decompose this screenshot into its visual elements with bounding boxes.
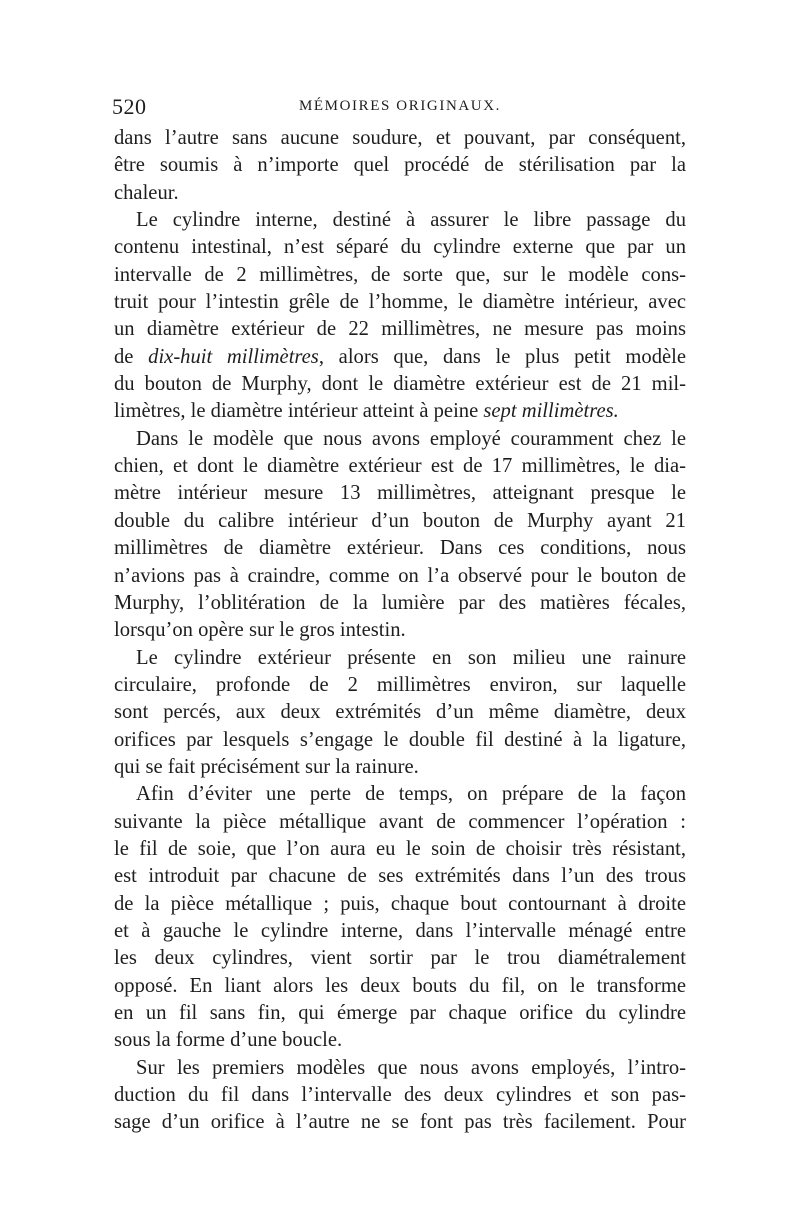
text-line: double du calibre intérieur d’un bouton de Murphy ayant 21 xyxy=(114,509,686,532)
text-line: sont percés, aux deux extrémités d’un même diamètre, deux xyxy=(114,701,686,724)
page-number: 520 xyxy=(112,94,147,119)
text-line: et à gauche le cylindre interne, dans l’intervalle ménagé entre xyxy=(114,919,686,942)
paragraph xyxy=(114,125,686,207)
text-line: circulaire, profonde de 2 millimètres environ, sur laquelle xyxy=(114,673,686,696)
text-line: en un fil sans fin, qui émerge par chaque orifice du cylindre xyxy=(114,1002,686,1024)
text-line xyxy=(114,344,686,371)
text-line: Le cylindre interne, destiné à assurer le libre passage du xyxy=(136,209,686,232)
text-line: sous la forme d’une boucle. xyxy=(114,1029,343,1052)
text-segment: limètres, le diamètre intérieur atteint à peine xyxy=(114,400,484,423)
text-line: suivante la pièce métallique avant de commencer l’opération : xyxy=(114,810,686,833)
text-line: opposé. En liant alors les deux bouts du fil, on le transforme xyxy=(114,974,686,997)
text-line: Murphy, l’oblitération de la lumière par des matières fécales, xyxy=(114,591,686,614)
text-line: mètre intérieur mesure 13 millimètres, atteignant presque le xyxy=(114,482,686,505)
paragraph xyxy=(114,207,686,426)
body-text xyxy=(114,125,686,1137)
text-line: lorsqu’on opère sur le gros intestin. xyxy=(114,619,406,642)
text-line: contenu intestinal, n’est séparé du cylindre externe que par un xyxy=(114,236,686,259)
paragraph xyxy=(114,1055,686,1137)
text-line: n’avions pas à craindre, comme on l’a observé pour le bouton de xyxy=(114,564,686,587)
text-line: truit pour l’intestin grêle de l’homme, le diamètre intérieur, avec xyxy=(114,291,686,314)
text-line: de la pièce métallique ; puis, chaque bout contournant à droite xyxy=(114,892,686,915)
paragraph xyxy=(114,781,686,1054)
text-line: être soumis à n’importe quel procédé de stérilisation par la xyxy=(114,154,686,177)
text-line: duction du fil dans l’intervalle des deux cylindres et son pas- xyxy=(114,1084,686,1107)
text-line: Sur les premiers modèles que nous avons employés, l’intro- xyxy=(136,1056,686,1079)
paragraph xyxy=(114,426,686,645)
running-head: MÉMOIRES ORIGINAUX. xyxy=(298,98,502,114)
text-segment: de xyxy=(114,345,149,368)
text-line: Le cylindre extérieur présente en son milieu une rainure xyxy=(136,646,686,669)
text-line: sage d’un orifice à l’autre ne se font pas très facilement. Pour xyxy=(114,1111,686,1134)
text-line: dans l’autre sans aucune soudure, et pouvant, par conséquent, xyxy=(114,127,686,149)
text-line: un diamètre extérieur de 22 millimètres, ne mesure pas moins xyxy=(114,318,686,341)
text-line xyxy=(114,398,686,425)
text-line: chaleur. xyxy=(114,181,179,204)
text-line: qui se fait précisément sur la rainure. xyxy=(114,755,419,778)
text-line: est introduit par chacune de ses extrémités dans l’un des trous xyxy=(114,865,686,888)
page-header xyxy=(112,94,688,122)
text-line: les deux cylindres, vient sortir par le trou diamétralement xyxy=(114,947,686,970)
text-line: Afin d’éviter une perte de temps, on prépare de la façon xyxy=(136,783,686,806)
text-line: orifices par lesquels s’engage le double fil destiné à la ligature, xyxy=(114,728,686,751)
text-line: intervalle de 2 millimètres, de sorte que, sur le modèle cons- xyxy=(114,263,686,286)
italic-phrase: dix-huit millimètres xyxy=(148,345,319,368)
text-line: le fil de soie, que l’on aura eu le soin de choisir très résistant, xyxy=(114,837,686,860)
italic-phrase: sept millimètres. xyxy=(483,400,619,423)
paragraph xyxy=(114,645,686,782)
text-line: Dans le modèle que nous avons employé couramment chez le xyxy=(136,427,686,450)
text-line: chien, et dont le diamètre extérieur est de 17 millimètres, le dia- xyxy=(114,455,686,478)
text-segment: , alors que, dans le plus petit modèle xyxy=(318,345,686,368)
text-line: du bouton de Murphy, dont le diamètre extérieur est de 21 mil- xyxy=(114,373,686,396)
text-line: millimètres de diamètre extérieur. Dans ces conditions, nous xyxy=(114,537,686,560)
